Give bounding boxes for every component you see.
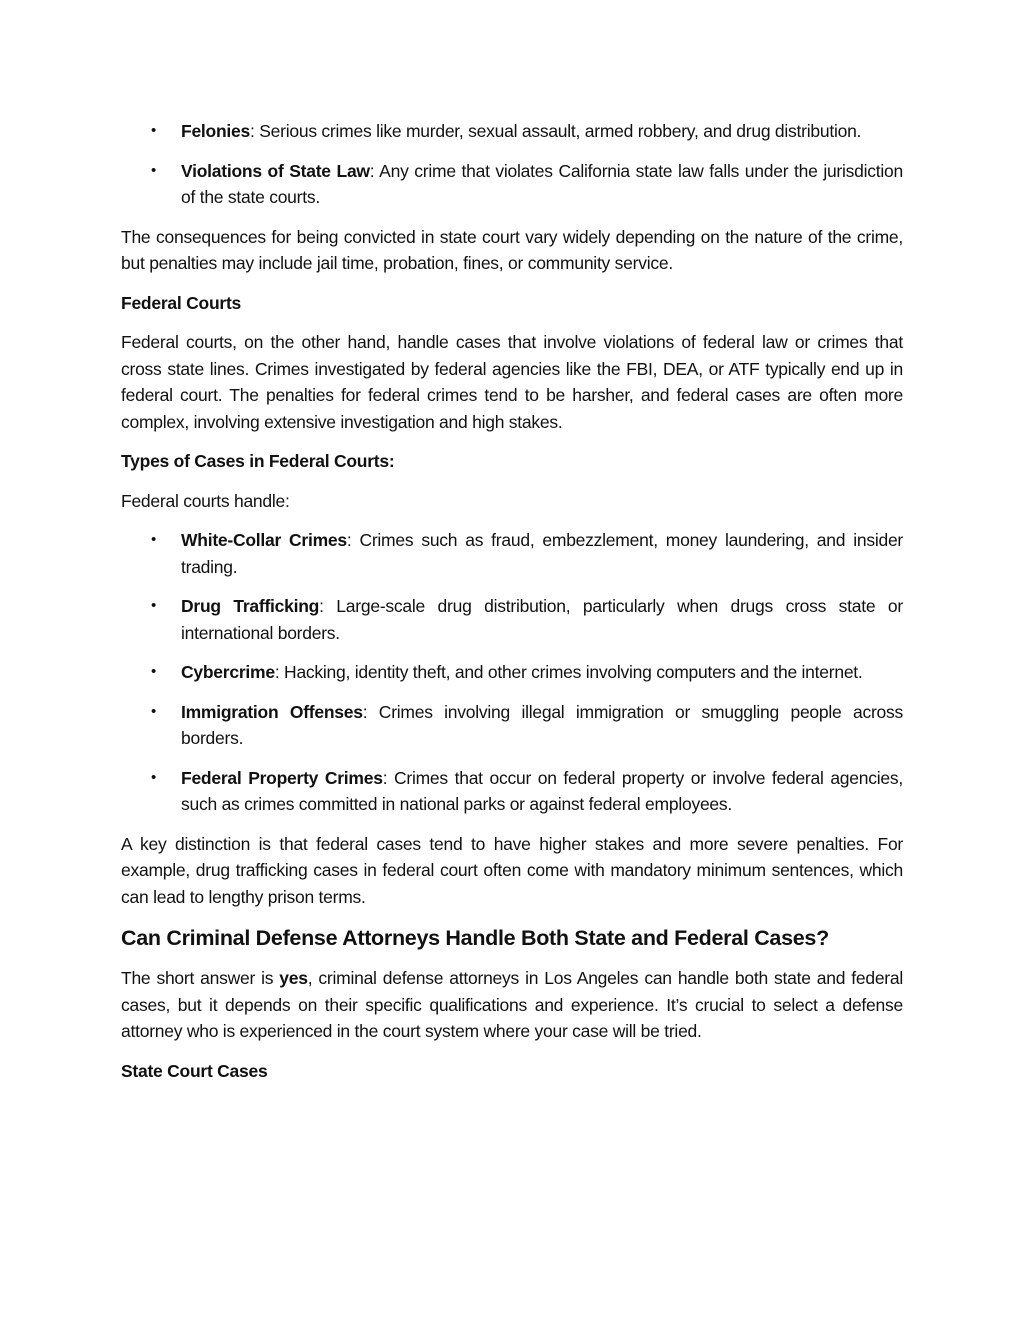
list-item-separator: : — [319, 596, 324, 616]
list-item-text: Hacking, identity theft, and other crimes involving computers and the internet. — [279, 662, 863, 682]
state-court-cases-heading: State Court Cases — [121, 1060, 268, 1081]
federal-crimes-list — [121, 527, 903, 818]
list-item-term: White-Collar Crimes — [181, 530, 347, 550]
list-item-text: Any crime that violates California state law falls under the jurisdiction of the state courts. — [181, 160, 903, 207]
federal-distinction-paragraph: A key distinction is that federal cases tend to have higher stakes and more severe penalties. For example, drug trafficking cases in federal court often come with mandatory minimum sentences, which can lead to lengthy prison terms. — [121, 833, 903, 907]
list-item — [121, 765, 903, 818]
document-page — [121, 118, 903, 1097]
list-item-term: Felonies — [181, 121, 250, 141]
list-item-term: Violations of State Law — [181, 160, 370, 181]
short-answer-paragraph — [121, 965, 903, 1045]
federal-case-types-heading: Types of Cases in Federal Courts: — [121, 451, 395, 471]
list-item — [121, 593, 903, 646]
bullet-icon: • — [151, 122, 157, 139]
bullet-icon: • — [151, 768, 157, 786]
list-item-term: Federal Property Crimes — [181, 767, 383, 788]
list-item-separator: : — [382, 767, 388, 788]
bullet-icon: • — [151, 531, 157, 548]
federal-courts-intro: Federal courts handle: — [121, 490, 290, 511]
state-consequences-paragraph: The consequences for being convicted in state court vary widely depending on the nature of the crime, but penalties may include jail time, probation, fines, or community service. — [121, 226, 903, 273]
list-item — [121, 527, 903, 580]
list-item-separator: : — [369, 160, 375, 181]
list-item-separator: : — [346, 530, 352, 550]
list-item-text: Crimes that occur on federal property or involve federal agencies, such as crimes committed in national parks or against federal employees. — [181, 767, 903, 814]
bullet-icon: • — [151, 161, 157, 179]
bullet-icon: • — [151, 663, 157, 680]
list-item-term: Drug Trafficking — [181, 596, 320, 616]
list-item-separator: : — [250, 121, 255, 141]
short-answer-emphasis: yes — [279, 968, 308, 988]
bullet-icon: • — [151, 597, 157, 614]
federal-courts-heading: Federal Courts — [121, 292, 241, 313]
short-answer-rest: , criminal defense attorneys in Los Angeles can handle both state and federal cases, but it depends on their specific qualifications and experience. It’s crucial to select a defense attorney who is experienced in the court system where your case will be tried. — [121, 968, 904, 1041]
list-item-text: Serious crimes like murder, sexual assault, armed robbery, and drug distribution. — [254, 121, 862, 141]
short-answer-lead: The short answer is — [121, 968, 280, 988]
list-item — [121, 659, 903, 686]
bullet-icon: • — [151, 702, 157, 720]
list-item-text: Crimes such as fraud, embezzlement, money laundering, and insider trading. — [181, 530, 904, 577]
list-item-term: Immigration Offenses — [181, 701, 363, 722]
list-item — [121, 118, 903, 145]
list-item-term: Cybercrime — [181, 662, 275, 682]
list-item — [121, 158, 903, 211]
list-item — [121, 699, 903, 752]
state-crimes-list — [121, 118, 903, 211]
section-heading: Can Criminal Defense Attorneys Handle Both State and Federal Cases? — [121, 926, 829, 950]
list-item-text: Crimes involving illegal immigration or smuggling people across borders. — [181, 701, 903, 748]
federal-courts-paragraph: Federal courts, on the other hand, handle cases that involve violations of federal law or crimes that cross state lines. Crimes investigated by federal agencies like the FBI, DEA, or ATF typically end up in federal court. The penalties for federal crimes tend to be harsher, and federal cases are often more complex, involving extensive investigation and high stakes. — [121, 332, 903, 432]
list-item-separator: : — [362, 701, 368, 722]
list-item-text: Large-scale drug distribution, particularly when drugs cross state or international borders. — [181, 596, 903, 643]
list-item-separator: : — [274, 662, 280, 682]
